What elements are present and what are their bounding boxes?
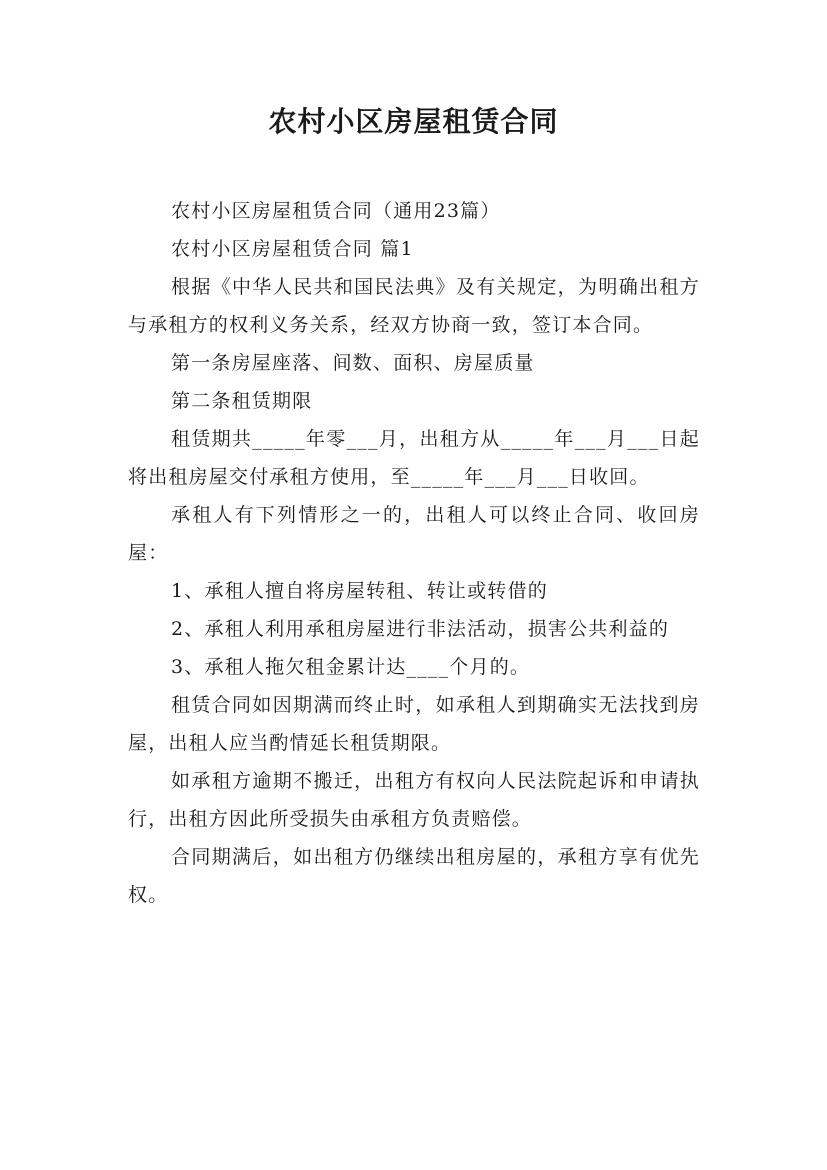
paragraph-clause-1: 第一条房屋座落、间数、面积、房屋质量	[171, 352, 535, 374]
document-title: 农村小区房屋租赁合同	[268, 105, 559, 138]
paragraph-termination-conditions: 承租人有下列情形之一的，出租人可以终止合同、收回房屋：	[128, 504, 700, 564]
paragraph-condition-1: 1、承租人擅自将房屋转租、转让或转借的	[171, 580, 548, 602]
paragraph-overdue-relocation: 如承租方逾期不搬迁，出租方有权向人民法院起诉和申请执行，出租方因此所受损失由承租方负责赔偿。	[128, 770, 700, 830]
paragraph-condition-2: 2、承租人利用承租房屋进行非法活动，损害公共利益的	[171, 618, 670, 640]
paragraph-subtitle: 农村小区房屋租赁合同（通用23篇）	[171, 200, 501, 222]
paragraph-condition-3: 3、承租人拖欠租金累计达____个月的。	[171, 656, 531, 678]
paragraph-clause-2: 第二条租赁期限	[171, 390, 313, 412]
paragraph-article-heading: 农村小区房屋租赁合同 篇1	[171, 238, 414, 260]
paragraph-priority-right: 合同期满后，如出租方仍继续出租房屋的，承租方享有优先权。	[128, 846, 700, 906]
paragraph-expiry-extension: 租赁合同如因期满而终止时，如承租人到期确实无法找到房屋，出租人应当酌情延长租赁期限。	[128, 694, 700, 754]
paragraph-preamble: 根据《中华人民共和国民法典》及有关规定，为明确出租方与承租方的权利义务关系，经双方协商一致，签订本合同。	[128, 276, 700, 336]
paragraph-lease-term: 租赁期共_____年零___月，出租方从_____年___月___日起将出租房屋交付承租方使用，至_____年___月___日收回。	[128, 428, 700, 488]
document-body	[128, 192, 700, 914]
